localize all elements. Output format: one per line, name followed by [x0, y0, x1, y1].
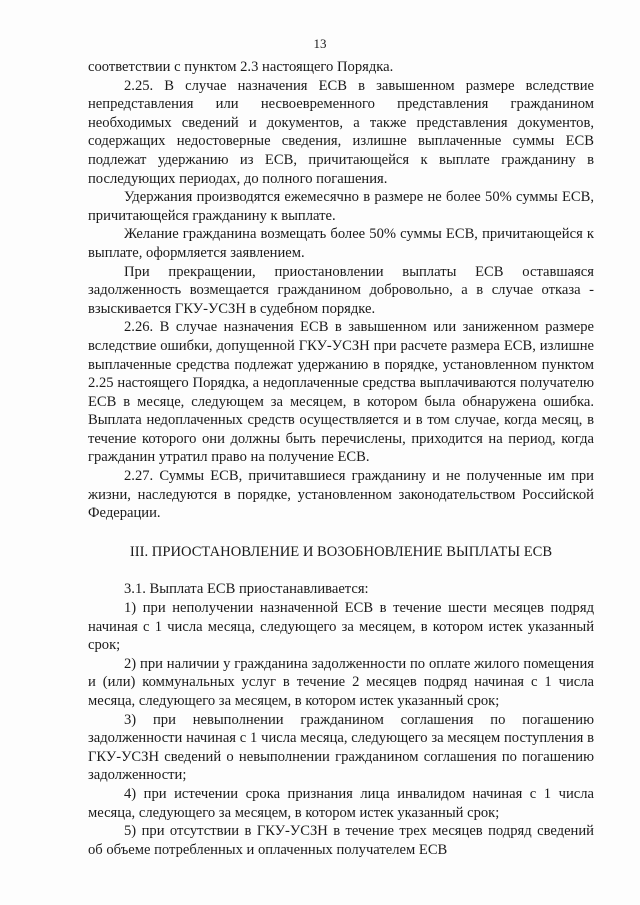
paragraph-2-25: 2.25. В случае назначения ЕСВ в завышенном размере вследствие непредставления или несвоевременного представления гражданином необходимых сведений и документов, а также представления документов, содержащих недостоверные сведения, излишне выплаченные суммы ЕСВ подлежат удержанию из ЕСВ, причитающейся к выплате гражданину в последующих периодах, до полного погашения.	[88, 77, 594, 187]
page-number: 13	[313, 36, 327, 51]
list-item-4: 4) при истечении срока признания лица инвалидом начиная с 1 числа месяца, следующего за месяцем, в котором истек указанный срок;	[88, 785, 594, 821]
list-item-1: 1) при неполучении назначенной ЕСВ в течение шести месяцев подряд начиная с 1 числа месяца, следующего за месяцем, в котором истек указанный срок;	[88, 600, 594, 654]
paragraph-wish-to-repay: Желание гражданина возмещать более 50% суммы ЕСВ, причитающейся к выплате, оформляется заявлением.	[88, 226, 594, 261]
list-item-5: 5) при отсутствии в ГКУ-УСЗН в течение трех месяцев подряд сведений об объеме потребленных и оплаченных получателем ЕСВ	[88, 823, 594, 858]
paragraph-2-26: 2.26. В случае назначения ЕСВ в завышенном или заниженном размере вследствие ошибки, допущенной ГКУ-УСЗН при расчете размера ЕСВ, излишне выплаченные средства подлежат удержанию в порядке, установленном пунктом 2.25 настоящего Порядка, а недоплаченные средства выплачиваются получателю ЕСВ в месяце, следующем за месяцем, в котором была обнаружена ошибка. Выплата недоплаченных средств осуществляется и в том случае, когда месяц, в течение которого они должны быть перечислены, приходится на период, когда гражданин утратил право на получение ЕСВ.	[88, 319, 594, 466]
section-heading: III. ПРИОСТАНОВЛЕНИЕ И ВОЗОБНОВЛЕНИЕ ВЫПЛАТЫ ЕСВ	[129, 543, 553, 560]
paragraph-3-1: 3.1. Выплата ЕСВ приостанавливается:	[124, 581, 369, 598]
list-item-3: 3) при невыполнении гражданином соглашения по погашению задолженности начиная с 1 числа месяца, следующего за месяцем поступления в ГКУ-УСЗН сведений о невыполнении гражданином соглашения по погашению задолженности;	[88, 711, 594, 784]
paragraph-2-27: 2.27. Суммы ЕСВ, причитавшиеся гражданину и не полученные им при жизни, наследуются в порядке, установленном законодательством Российской Федерации.	[88, 468, 594, 522]
document-body	[88, 58, 594, 859]
paragraph-deductions: Удержания производятся ежемесячно в размере не более 50% суммы ЕСВ, причитающейся гражданину к выплате.	[88, 189, 594, 224]
paragraph-termination-debt: При прекращении, приостановлении выплаты ЕСВ оставшаяся задолженность возмещается гражданином добровольно, а в случае отказа - взыскивается ГКУ-УСЗН в судебном порядке.	[88, 263, 594, 317]
paragraph-continuation: соответствии с пунктом 2.3 настоящего Порядка.	[88, 59, 394, 75]
list-item-2: 2) при наличии у гражданина задолженности по оплате жилого помещения и (или) коммунальных услуг в течение 2 месяцев подряд начиная с 1 числа месяца, следующего за месяцем, в котором истек указанный срок;	[88, 655, 594, 709]
